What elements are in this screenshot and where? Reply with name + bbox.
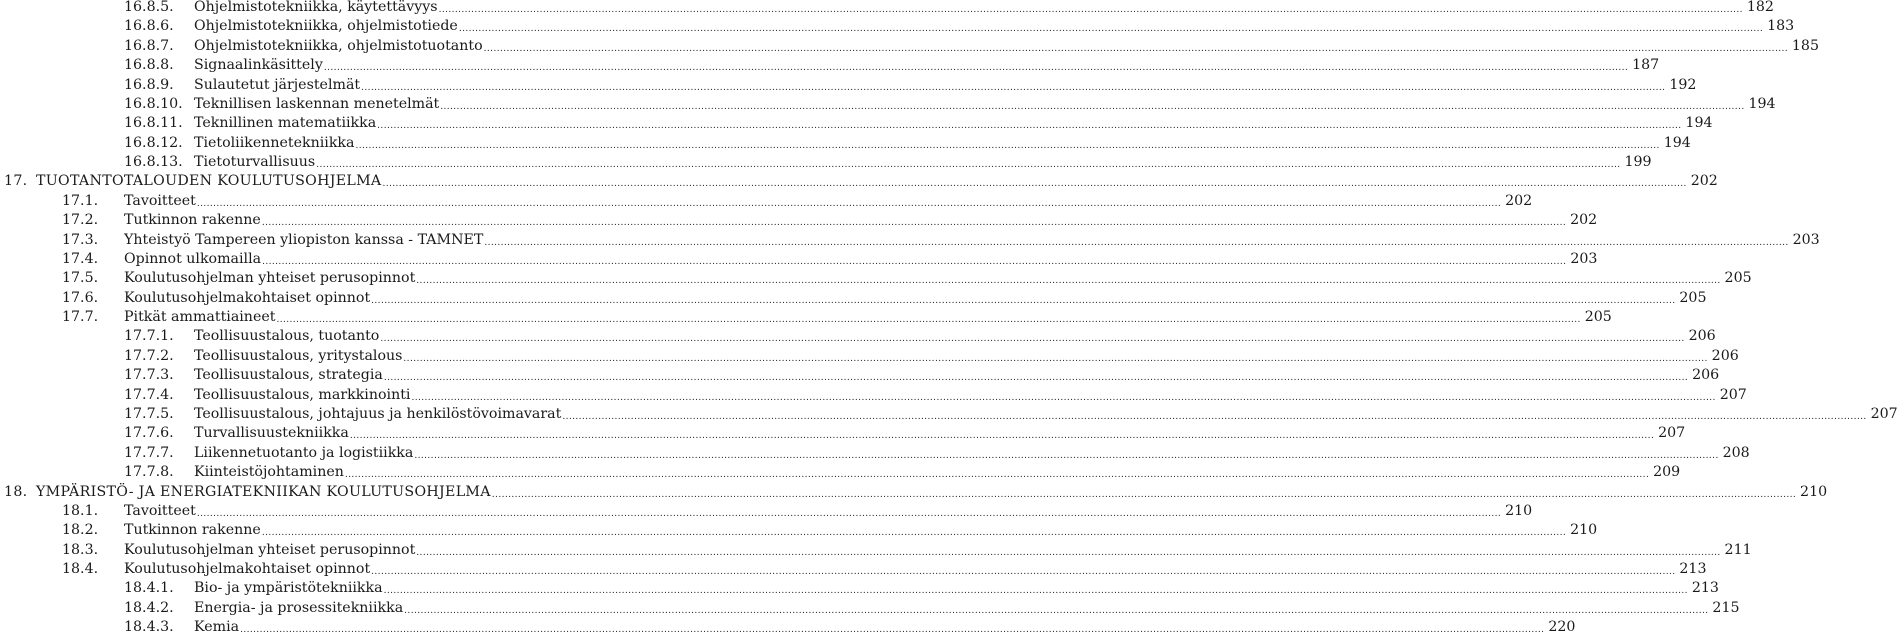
toc-entry-row[interactable] xyxy=(0,560,1707,579)
toc-entry-body xyxy=(194,0,1774,17)
toc-entry-number: 16.8.12. xyxy=(124,134,183,151)
toc-entry-row[interactable] xyxy=(0,405,1898,424)
toc-entry-row[interactable] xyxy=(0,37,1819,56)
dot-leader: ................................................................................................................................................................................................................................................................................................................................................................................................................ xyxy=(416,276,1721,287)
toc-page-number: 192 xyxy=(1669,76,1697,93)
toc-page-number: 210 xyxy=(1800,483,1828,500)
dot-leader: ................................................................................................................................................................................................................................................................................................................................................................................................................ xyxy=(411,392,1716,403)
dot-leader: ................................................................................................................................................................................................................................................................................................................................................................................................................ xyxy=(383,373,1689,384)
toc-entry-number: 17.5. xyxy=(62,270,99,287)
toc-entry-title: Energia- ja prosessitekniikka xyxy=(194,599,404,616)
toc-entry-row[interactable] xyxy=(0,114,1713,133)
toc-entry-title: Ohjelmistotekniikka, käytettävyys xyxy=(194,0,438,15)
toc-page-number: 206 xyxy=(1711,347,1739,364)
toc-entry-body xyxy=(194,37,1819,56)
toc-entry-row[interactable] xyxy=(0,521,1598,540)
toc-entry-row[interactable] xyxy=(0,192,1533,211)
toc-entry-title: Teknillinen matematiikka xyxy=(194,115,377,132)
toc-entry-number: 18.3. xyxy=(62,541,99,558)
toc-entry-body xyxy=(194,366,1720,385)
toc-entry-number: 17.7.7. xyxy=(124,444,174,461)
toc-entry-body xyxy=(194,327,1716,346)
toc-entry-title: Ohjelmistotekniikka, ohjelmistotiede xyxy=(194,18,458,35)
toc-entry-number: 18. xyxy=(4,483,28,500)
toc-entry-title: Koulutusohjelman yhteiset perusopinnot xyxy=(124,270,416,287)
dot-leader: ................................................................................................................................................................................................................................................................................................................................................................................................................ xyxy=(371,295,1676,306)
toc-entry-body xyxy=(194,134,1691,153)
toc-entry-row[interactable] xyxy=(0,386,1747,405)
toc-entry-number: 18.4.3. xyxy=(124,619,174,636)
toc-page-number: 194 xyxy=(1663,134,1691,151)
toc-page-number: 209 xyxy=(1653,464,1681,481)
toc-entry-number: 17.1. xyxy=(62,192,99,209)
toc-entry-title: Teollisuustalous, strategia xyxy=(194,367,383,384)
toc-entry-number: 17.7. xyxy=(62,309,99,326)
toc-entry-row[interactable] xyxy=(0,541,1752,560)
toc-entry-title: Tavoitteet xyxy=(124,502,196,519)
dot-leader: ................................................................................................................................................................................................................................................................................................................................................................................................................ xyxy=(276,315,1581,326)
toc-entry-title: Tavoitteet xyxy=(124,192,196,209)
dot-leader: ................................................................................................................................................................................................................................................................................................................................................................................................................ xyxy=(355,140,1660,151)
toc-page-number: 213 xyxy=(1679,561,1707,578)
toc-page-number: 187 xyxy=(1632,57,1660,74)
toc-entry-title: Tietoliikennetekniikka xyxy=(194,134,355,151)
toc-page-number: 202 xyxy=(1690,173,1718,190)
toc-entry-body xyxy=(194,76,1697,95)
dot-leader: ................................................................................................................................................................................................................................................................................................................................................................................................................ xyxy=(344,470,1650,481)
dot-leader: ................................................................................................................................................................................................................................................................................................................................................................................................................ xyxy=(483,43,1788,54)
toc-page-number: 202 xyxy=(1505,192,1533,209)
toc-entry-title: Teollisuustalous, tuotanto xyxy=(194,328,380,345)
toc-entry-title: Liikennetuotanto ja logistiikka xyxy=(194,444,414,461)
toc-entry-body xyxy=(194,153,1652,172)
dot-leader: ................................................................................................................................................................................................................................................................................................................................................................................................................ xyxy=(261,528,1567,539)
toc-entry-title: Tietoturvallisuus xyxy=(194,154,316,171)
toc-entry-body xyxy=(124,502,1533,521)
dot-leader: ................................................................................................................................................................................................................................................................................................................................................................................................................ xyxy=(380,334,1685,345)
toc-entry-number: 16.8.11. xyxy=(124,115,183,132)
toc-page-number: 194 xyxy=(1685,115,1713,132)
toc-page-number: 220 xyxy=(1548,619,1576,636)
dot-leader: ................................................................................................................................................................................................................................................................................................................................................................................................................ xyxy=(382,179,1687,190)
toc-entry-row[interactable] xyxy=(0,308,1612,327)
toc-entry-row[interactable] xyxy=(0,17,1795,36)
toc-entry-body xyxy=(124,192,1533,211)
toc-entry-title: Pitkät ammattiaineet xyxy=(124,309,276,326)
toc-entry-title: Signaalinkäsittely xyxy=(194,57,323,74)
toc-entry-number: 16.8.5. xyxy=(124,0,174,15)
toc-entry-row[interactable] xyxy=(0,463,1681,482)
toc-entry-number: 17.6. xyxy=(62,289,99,306)
toc-entry-title: Teknillisen laskennan menetelmät xyxy=(194,95,440,112)
toc-entry-body xyxy=(194,463,1681,482)
toc-entry-number: 17. xyxy=(4,173,28,190)
toc-page-number: 206 xyxy=(1692,367,1720,384)
toc-entry-number: 18.1. xyxy=(62,502,99,519)
toc-chapter-row[interactable] xyxy=(0,483,1828,502)
dot-leader: ................................................................................................................................................................................................................................................................................................................................................................................................................ xyxy=(377,121,1682,132)
toc-entry-title: Koulutusohjelman yhteiset perusopinnot xyxy=(124,541,416,558)
dot-leader: ................................................................................................................................................................................................................................................................................................................................................................................................................ xyxy=(262,256,1567,267)
dot-leader: ................................................................................................................................................................................................................................................................................................................................................................................................................ xyxy=(371,567,1676,578)
toc-page-number: 194 xyxy=(1748,95,1776,112)
toc-page-number: 203 xyxy=(1570,250,1598,267)
toc-page-number: 208 xyxy=(1722,444,1750,461)
toc-entry-number: 17.3. xyxy=(62,231,99,248)
toc-entry-row[interactable] xyxy=(0,599,1740,618)
toc-entry-row[interactable] xyxy=(0,618,1576,637)
toc-entry-body xyxy=(194,618,1576,637)
toc-entry-row[interactable] xyxy=(0,76,1697,95)
toc-entry-row[interactable] xyxy=(0,347,1739,366)
toc-entry-row[interactable] xyxy=(0,502,1533,521)
toc-page-number: 207 xyxy=(1658,425,1686,442)
toc-entry-row[interactable] xyxy=(0,579,1719,598)
toc-entry-body xyxy=(124,560,1707,579)
toc-entry-body xyxy=(194,56,1660,75)
toc-page-number: 203 xyxy=(1792,231,1820,248)
dot-leader: ................................................................................................................................................................................................................................................................................................................................................................................................................ xyxy=(196,198,1502,209)
toc-entry-title: Kiinteistöjohtaminen xyxy=(194,464,344,481)
toc-entry-number: 17.7.8. xyxy=(124,464,174,481)
toc-entry-row[interactable] xyxy=(0,231,1820,250)
toc-page-number: 213 xyxy=(1691,580,1719,597)
toc-entry-body xyxy=(124,231,1820,250)
toc-page-number: 199 xyxy=(1624,154,1652,171)
dot-leader: ................................................................................................................................................................................................................................................................................................................................................................................................................ xyxy=(316,160,1621,171)
toc-entry-row[interactable] xyxy=(0,444,1750,463)
dot-leader: ................................................................................................................................................................................................................................................................................................................................................................................................................ xyxy=(562,411,1867,422)
toc-page-number: 210 xyxy=(1505,502,1533,519)
toc-entry-row[interactable] xyxy=(0,269,1752,288)
toc-entry-body xyxy=(194,17,1795,36)
toc-entry-body xyxy=(124,211,1598,230)
toc-entry-title: Teollisuustalous, markkinointi xyxy=(194,386,411,403)
toc-entry-row[interactable] xyxy=(0,56,1660,75)
toc-page-number: 182 xyxy=(1746,0,1774,15)
dot-leader: ................................................................................................................................................................................................................................................................................................................................................................................................................ xyxy=(383,586,1688,597)
dot-leader: ................................................................................................................................................................................................................................................................................................................................................................................................................ xyxy=(458,24,1764,35)
dot-leader: ................................................................................................................................................................................................................................................................................................................................................................................................................ xyxy=(491,489,1797,500)
toc-chapter-row[interactable] xyxy=(0,172,1718,191)
toc-page-number: 207 xyxy=(1870,405,1898,422)
dot-leader: ................................................................................................................................................................................................................................................................................................................................................................................................................ xyxy=(240,625,1545,636)
toc-page-number: 205 xyxy=(1584,309,1612,326)
dot-leader: ................................................................................................................................................................................................................................................................................................................................................................................................................ xyxy=(416,547,1721,558)
toc-entry-number: 17.7.5. xyxy=(124,405,174,422)
toc-entry-number: 16.8.7. xyxy=(124,37,174,54)
toc-entry-body xyxy=(194,579,1719,598)
toc-entry-title: Opinnot ulkomailla xyxy=(124,250,262,267)
toc-entry-body xyxy=(194,599,1740,618)
toc-entry-title: Tutkinnon rakenne xyxy=(124,522,261,539)
toc-entry-body xyxy=(194,386,1747,405)
toc-entry-body xyxy=(124,250,1598,269)
dot-leader: ................................................................................................................................................................................................................................................................................................................................................................................................................ xyxy=(361,82,1666,93)
toc-entry-number: 17.2. xyxy=(62,212,99,229)
toc-entry-number: 16.8.10. xyxy=(124,95,183,112)
toc-entry-title: Kemia xyxy=(194,619,240,636)
toc-entry-number: 17.7.1. xyxy=(124,328,174,345)
toc-entry-number: 16.8.8. xyxy=(124,57,174,74)
toc-page-number: 211 xyxy=(1724,541,1752,558)
dot-leader: ................................................................................................................................................................................................................................................................................................................................................................................................................ xyxy=(349,431,1655,442)
toc-entry-title: Sulautetut järjestelmät xyxy=(194,76,361,93)
toc-page-number: 207 xyxy=(1719,386,1747,403)
toc-entry-body xyxy=(194,424,1686,443)
toc-entry-number: 16.8.9. xyxy=(124,76,174,93)
dot-leader: ................................................................................................................................................................................................................................................................................................................................................................................................................ xyxy=(414,450,1719,461)
toc-entry-body xyxy=(124,308,1612,327)
toc-entry-title: Teollisuustalous, yritystalous xyxy=(194,347,403,364)
toc-entry-number: 16.8.13. xyxy=(124,154,183,171)
toc-entry-number: 17.7.6. xyxy=(124,425,174,442)
toc-entry-row[interactable] xyxy=(0,211,1598,230)
toc-entry-row[interactable] xyxy=(0,250,1598,269)
toc-entry-title: Ohjelmistotekniikka, ohjelmistotuotanto xyxy=(194,37,483,54)
toc-entry-number: 16.8.6. xyxy=(124,18,174,35)
toc-entry-number: 18.4.2. xyxy=(124,599,174,616)
toc-entry-number: 17.4. xyxy=(62,250,99,267)
toc-entry-body xyxy=(124,289,1707,308)
toc-entry-body xyxy=(194,444,1750,463)
toc-entry-row[interactable] xyxy=(0,289,1707,308)
toc-entry-title: Bio- ja ympäristötekniikka xyxy=(194,580,383,597)
toc-page-number: 183 xyxy=(1767,18,1795,35)
toc-entry-row[interactable] xyxy=(0,424,1686,443)
dot-leader: ................................................................................................................................................................................................................................................................................................................................................................................................................ xyxy=(440,101,1745,112)
dot-leader: ................................................................................................................................................................................................................................................................................................................................................................................................................ xyxy=(403,353,1708,364)
toc-entry-body xyxy=(194,95,1776,114)
toc-entry-body xyxy=(124,541,1752,560)
dot-leader: ................................................................................................................................................................................................................................................................................................................................................................................................................ xyxy=(261,218,1567,229)
toc-entry-title: Yhteistyö Tampereen yliopiston kanssa - TAMNET xyxy=(124,231,484,248)
dot-leader: ................................................................................................................................................................................................................................................................................................................................................................................................................ xyxy=(404,605,1709,616)
dot-leader: ................................................................................................................................................................................................................................................................................................................................................................................................................ xyxy=(484,237,1789,248)
dot-leader: ................................................................................................................................................................................................................................................................................................................................................................................................................ xyxy=(438,5,1743,15)
dot-leader: ................................................................................................................................................................................................................................................................................................................................................................................................................ xyxy=(196,508,1502,519)
toc-page-number: 206 xyxy=(1688,328,1716,345)
toc-page-number: 205 xyxy=(1724,270,1752,287)
toc-entry-body xyxy=(124,521,1598,540)
toc-entry-body xyxy=(124,269,1752,288)
toc-entry-body xyxy=(194,114,1713,133)
toc-page-number: 215 xyxy=(1712,599,1740,616)
toc-entry-row[interactable] xyxy=(0,153,1652,172)
toc-entry-title: TUOTANTOTALOUDEN KOULUTUSOHJELMA xyxy=(36,173,382,190)
toc-entry-row[interactable] xyxy=(0,366,1720,385)
toc-entry-row[interactable] xyxy=(0,95,1776,114)
toc-page-number: 205 xyxy=(1679,289,1707,306)
toc-page-number: 202 xyxy=(1570,212,1598,229)
toc-entry-number: 17.7.4. xyxy=(124,386,174,403)
toc-entry-number: 17.7.2. xyxy=(124,347,174,364)
toc-entry-body xyxy=(194,405,1898,424)
toc-entry-title: Koulutusohjelmakohtaiset opinnot xyxy=(124,561,371,578)
toc-page-number: 185 xyxy=(1791,37,1819,54)
toc-entry-body xyxy=(36,483,1828,502)
toc-entry-title: Tutkinnon rakenne xyxy=(124,212,261,229)
toc-entry-title: Teollisuustalous, johtajuus ja henkilöstövoimavarat xyxy=(194,405,562,422)
toc-entry-row[interactable] xyxy=(0,327,1716,346)
toc-entry-title: YMPÄRISTÖ- JA ENERGIATEKNIIKAN KOULUTUSOHJELMA xyxy=(36,483,491,500)
toc-entry-number: 18.2. xyxy=(62,522,99,539)
toc-entry-number: 18.4.1. xyxy=(124,580,174,597)
toc-entry-row[interactable] xyxy=(0,0,1774,17)
toc-entry-row[interactable] xyxy=(0,134,1691,153)
toc-page-number: 210 xyxy=(1570,522,1598,539)
toc-entry-number: 18.4. xyxy=(62,561,99,578)
toc-entry-body xyxy=(194,347,1739,366)
toc-entry-body xyxy=(36,172,1718,191)
toc-entry-number: 17.7.3. xyxy=(124,367,174,384)
toc-entry-title: Turvallisuustekniikka xyxy=(194,425,349,442)
toc-entry-title: Koulutusohjelmakohtaiset opinnot xyxy=(124,289,371,306)
dot-leader: ................................................................................................................................................................................................................................................................................................................................................................................................................ xyxy=(323,63,1629,74)
